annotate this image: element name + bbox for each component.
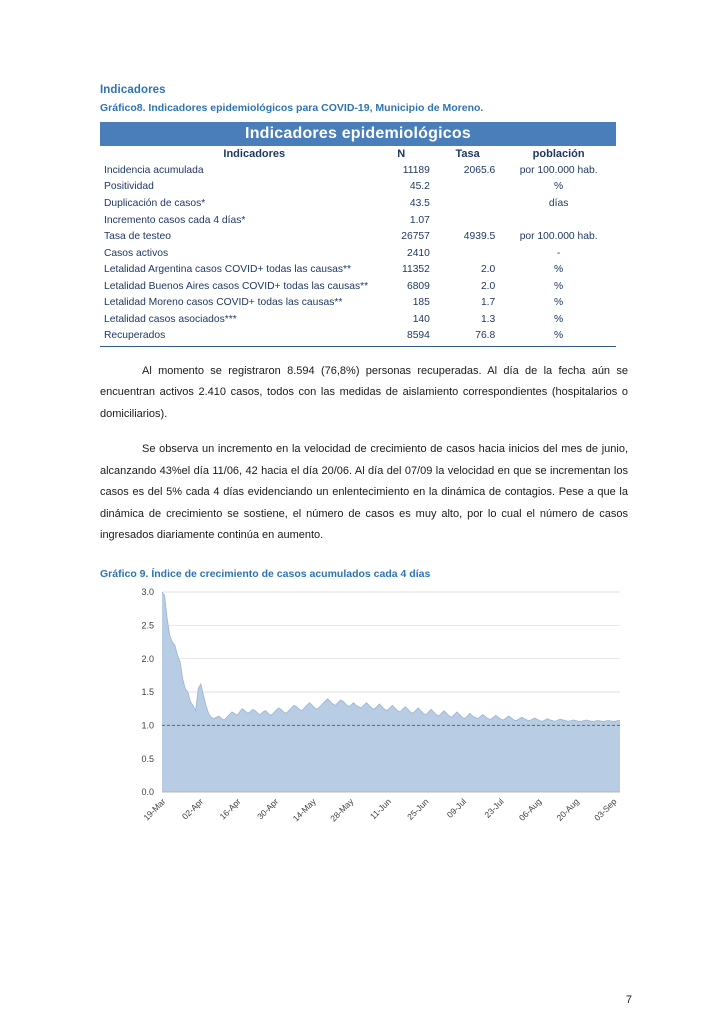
- row-label: Recuperados: [104, 330, 166, 342]
- chart-x-axis-labels: [141, 796, 618, 824]
- svg-text:19-Mar: 19-Mar: [141, 796, 168, 823]
- column-header-poblacion: población: [532, 147, 585, 160]
- row-poblacion: %: [554, 264, 564, 276]
- svg-text:20-Aug: 20-Aug: [554, 796, 581, 824]
- table-row: [100, 279, 616, 296]
- figure9-caption: Gráfico 9. Índice de crecimiento de casos acumulados cada 4 días: [100, 568, 431, 581]
- row-tasa: 1.7: [480, 297, 496, 309]
- table-row: [100, 179, 616, 196]
- row-poblacion: %: [554, 280, 564, 292]
- svg-text:25-Jun: 25-Jun: [405, 796, 431, 823]
- paragraph-recuperados: Al momento se registraron 8.594 (76,8%) personas recuperadas. Al día de la fecha aún se encuentran activos 2.410 casos, todos con las medidas de aislamiento correspondientes (hospitalarios o domiciliarios).: [100, 364, 628, 420]
- column-header-tasa: Tasa: [455, 147, 480, 160]
- column-header-indicadores: Indicadores: [223, 147, 286, 160]
- row-poblacion: %: [554, 297, 564, 309]
- figure8-caption: Gráfico8. Indicadores epidemiológicos para COVID-19, Municipio de Moreno.: [100, 102, 484, 114]
- svg-text:23-Jul: 23-Jul: [482, 796, 506, 821]
- svg-text:11-Jun: 11-Jun: [367, 796, 393, 822]
- svg-text:16-Apr: 16-Apr: [217, 796, 243, 822]
- svg-text:28-May: 28-May: [328, 796, 356, 824]
- row-label: Incremento casos cada 4 días*: [104, 214, 246, 226]
- indicators-table-title-row: [100, 122, 616, 146]
- indicators-table: [100, 122, 616, 345]
- row-n: 11352: [402, 264, 430, 276]
- table-bottom-rule: [100, 346, 616, 347]
- growth-index-chart: [100, 584, 628, 844]
- row-label: Letalidad Argentina casos COVID+ todas las causas**: [104, 264, 351, 276]
- row-n: 185: [412, 297, 430, 309]
- section-title: Indicadores: [100, 84, 166, 96]
- svg-text:30-Apr: 30-Apr: [255, 796, 281, 822]
- indicators-table-title: Indicadores epidemiológicos: [100, 122, 616, 146]
- row-n: 8594: [406, 330, 430, 342]
- row-label: Letalidad casos asociados***: [104, 313, 237, 325]
- row-tasa: 2065.6: [463, 164, 496, 176]
- row-tasa: [434, 213, 501, 230]
- row-poblacion: por 100.000 hab.: [519, 164, 598, 176]
- row-tasa: [434, 196, 501, 213]
- row-label: Incidencia acumulada: [104, 164, 204, 176]
- row-tasa: 4939.5: [463, 231, 496, 243]
- row-n: 1.07: [409, 214, 430, 226]
- svg-text:0.0: 0.0: [141, 787, 154, 798]
- row-label: Tasa de testeo: [104, 231, 171, 243]
- table-row: [100, 262, 616, 279]
- row-n: 2410: [406, 247, 430, 259]
- svg-text:1.5: 1.5: [141, 687, 154, 698]
- svg-text:1.0: 1.0: [141, 720, 154, 731]
- svg-text:03-Sep: 03-Sep: [592, 796, 619, 824]
- row-label: Letalidad Buenos Aires casos COVID+ todas las causas**: [104, 280, 369, 292]
- table-row: [100, 295, 616, 312]
- row-poblacion: días: [548, 198, 569, 210]
- row-n: 6809: [406, 280, 430, 292]
- svg-text:2.0: 2.0: [141, 654, 154, 665]
- row-label: Letalidad Moreno casos COVID+ todas las causas**: [104, 297, 343, 309]
- row-tasa: [434, 179, 501, 196]
- row-poblacion: %: [554, 181, 564, 193]
- row-poblacion: %: [554, 330, 564, 342]
- indicators-table-body: [100, 122, 616, 345]
- svg-text:14-May: 14-May: [290, 796, 318, 824]
- row-poblacion: [501, 213, 616, 230]
- table-row: [100, 229, 616, 246]
- row-tasa: 2.0: [480, 280, 496, 292]
- row-poblacion: por 100.000 hab.: [519, 231, 598, 243]
- indicators-table-header-row: [100, 146, 616, 163]
- row-n: 43.5: [409, 198, 430, 210]
- table-row: [100, 246, 616, 263]
- svg-text:06-Aug: 06-Aug: [516, 796, 544, 824]
- row-tasa: 2.0: [480, 264, 496, 276]
- row-label: Duplicación de casos*: [104, 198, 206, 210]
- row-n: 11189: [402, 164, 430, 176]
- paragraph-velocidad: Se observa un incremento en la velocidad de crecimiento de casos hacia inicios del mes de junio, alcanzando 43%el día 11/06, 42 hacia el día 20/06. Al día del 07/09 la velocidad en que se incrementan los casos es del 5% cada 4 días evidenciando un enlentecimiento en la dinámica de contagios. Pese a que la dinámica de crecimiento se sostiene, el número de casos es muy alto, por lo cual el número de casos ingresados diariamente continúa en aumento.: [100, 443, 628, 541]
- growth-index-chart-svg: [100, 584, 628, 834]
- row-n: 26757: [401, 231, 430, 243]
- row-tasa: 1.3: [480, 313, 496, 325]
- table-row: [100, 312, 616, 329]
- row-label: Casos activos: [104, 247, 169, 259]
- table-row: [100, 196, 616, 213]
- chart-y-axis-labels: [141, 588, 154, 798]
- row-tasa: 76.8: [475, 330, 496, 342]
- table-row: [100, 163, 616, 180]
- svg-text:2.5: 2.5: [141, 620, 154, 631]
- row-poblacion: -: [556, 247, 561, 259]
- row-poblacion: %: [554, 313, 564, 325]
- svg-text:09-Jul: 09-Jul: [444, 796, 469, 821]
- table-row: [100, 328, 616, 345]
- row-label: Positividad: [104, 181, 154, 193]
- svg-text:0.5: 0.5: [141, 754, 154, 765]
- table-row: [100, 213, 616, 230]
- column-header-n: N: [397, 147, 406, 160]
- row-n: 45.2: [409, 181, 430, 193]
- svg-text:3.0: 3.0: [141, 587, 154, 598]
- svg-text:02-Apr: 02-Apr: [179, 796, 206, 822]
- page-content: [100, 84, 628, 844]
- row-n: 140: [412, 313, 430, 325]
- page-number: 7: [625, 994, 632, 1006]
- row-tasa: [434, 246, 501, 263]
- chart-series-line: [162, 592, 620, 721]
